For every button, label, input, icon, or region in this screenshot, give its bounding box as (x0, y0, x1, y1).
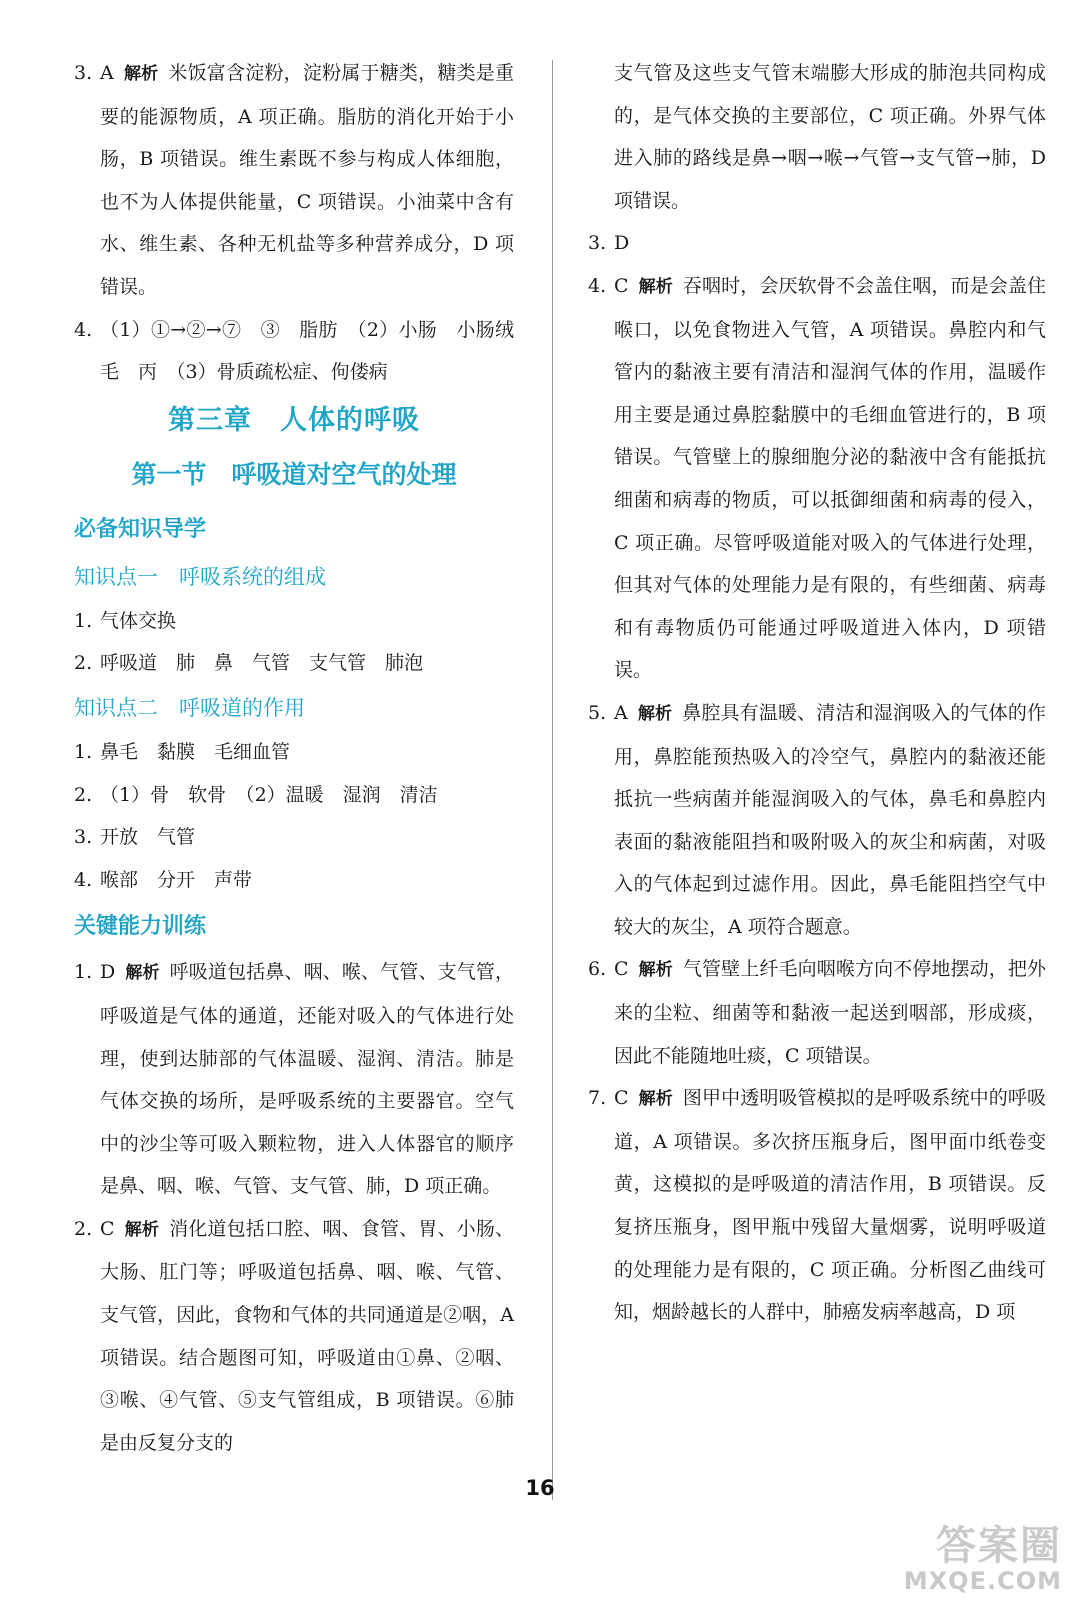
item-answer: C (100, 1217, 115, 1240)
item-number: 4. (588, 274, 607, 297)
item-number: 2. (74, 1217, 93, 1240)
item-number: 3. (74, 826, 93, 849)
item-text: 吞咽时，会厌软骨不会盖住咽，而是会盖住喉口，以免食物进入气管，A 项错误。鼻腔内和气管内的黏液主要有清洁和湿润气体的作用，温暖作用主要是通过鼻腔黏膜中的毛细血管进行的，B 项错误。气管壁上的腺细胞分泌的黏液中含有能抵抗细菌和病毒的物质，可以抵御细菌和病毒的侵入，C 项正确。尽管呼吸道能对吸入的气体进行处理，但其对气体的处理能力是有限的，有些细菌、病毒和有毒物质仍可能通过呼吸道进入体内，D 项错误。 (614, 274, 1046, 682)
item-text: （1）①→②→⑦ ③ 脂肪 （2）小肠 小肠绒毛 丙 （3）骨质疏松症、佝偻病 (100, 318, 514, 384)
analysis-label: 解析 (123, 64, 159, 84)
item-text: （1）骨 软骨 （2）温暖 湿润 清洁 (100, 783, 438, 806)
answer-item (588, 1077, 1046, 1334)
item-number: 1. (74, 609, 93, 632)
item-text: 气管壁上纤毛向咽喉方向不停地摆动，把外来的尘粒、细菌等和黏液一起送到咽部，形成痰，因此不能随地吐痰，C 项错误。 (614, 958, 1046, 1067)
section-title: 第一节 呼吸道对空气的处理 (131, 459, 457, 489)
item-text: 喉部 分开 声带 (100, 868, 253, 891)
column-divider (552, 60, 553, 1500)
watermark-top: 答案圈 (936, 1523, 1062, 1569)
analysis-label: 解析 (637, 703, 673, 724)
list-item (74, 731, 514, 774)
answer-item (74, 309, 514, 394)
knowledge-point-title: 知识点二 呼吸道的作用 (74, 695, 305, 720)
list-item (74, 600, 514, 643)
item-number: 7. (588, 1087, 607, 1110)
item-number: 1. (74, 961, 93, 984)
answer-item (588, 692, 1046, 949)
item-answer: A (614, 701, 628, 724)
block-title-training: 关键能力训练 (74, 913, 207, 940)
left-column (74, 52, 514, 1464)
item-number: 5. (588, 701, 607, 724)
item-number: 2. (74, 652, 93, 675)
analysis-label: 解析 (124, 1219, 160, 1240)
answer-item (74, 951, 514, 1208)
item-text: 呼吸道 肺 鼻 气管 支气管 肺泡 (100, 652, 424, 675)
item-number: 3. (74, 62, 93, 84)
item-text: 呼吸道包括鼻、咽、喉、气管、支气管，呼吸道是气体的通道，还能对吸入的气体进行处理，使到达肺部的气体温暖、湿润、清洁。肺是气体交换的场所，是呼吸系统的主要器官。空气中的沙尘等可吸入颗粒物，进入人体器官的顺序是鼻、咽、喉、气管、支气管、肺，D 项正确。 (100, 961, 514, 1198)
item-answer: D (100, 961, 116, 984)
right-column (588, 52, 1046, 1334)
chapter-title: 第三章 人体的呼吸 (168, 404, 420, 436)
item-text: 气体交换 (100, 609, 177, 632)
item-text: 支气管及这些支气管末端膨大形成的肺泡共同构成的，是气体交换的主要部位，C 项正确。外界气体进入肺的路线是鼻→咽→喉→气管→支气管→肺，D 项错误。 (614, 62, 1046, 212)
item-text: 消化道包括口腔、咽、食管、胃、小肠、大肠、肛门等；呼吸道包括鼻、咽、喉、气管、支气管，因此，食物和气体的共同通道是②咽，A 项错误。结合题图可知，呼吸道由①鼻、②咽、③喉、④气管、⑤支气管组成，B 项错误。⑥肺是由反复分支的 (100, 1217, 514, 1454)
block-title-knowledge: 必备知识导学 (74, 515, 207, 542)
answer-item (588, 265, 1046, 692)
answer-item (588, 222, 1046, 265)
item-text: 开放 气管 (100, 826, 196, 849)
item-text: 鼻腔具有温暖、清洁和湿润吸入的气体的作用，鼻腔能预热吸入的冷空气，鼻腔内的黏液还能抵抗一些病菌并能湿润吸入的气体，鼻毛和鼻腔内表面的黏液能阻挡和吸附吸入的灰尘和病菌，对吸入的气体起到过滤作用。因此，鼻毛能阻挡空气中较大的灰尘，A 项符合题意。 (614, 701, 1046, 938)
list-item (74, 816, 514, 859)
item-number: 3. (588, 232, 607, 255)
item-number: 4. (74, 868, 93, 891)
watermark-bottom: MXQE.COM (903, 1567, 1062, 1595)
item-text: 图甲中透明吸管模拟的是呼吸系统中的呼吸道，A 项错误。多次挤压瓶身后，图甲面巾纸卷变黄，这模拟的是呼吸道的清洁作用，B 项错误。反复挤压瓶身，图甲瓶中残留大量烟雾，说明呼吸道的处理能力是有限的，C 项正确。分析图乙曲线可知，烟龄越长的人群中，肺癌发病率越高，D 项 (614, 1087, 1046, 1324)
item-text: 鼻毛 黏膜 毛细血管 (100, 740, 291, 763)
list-item (74, 642, 514, 685)
answer-item (588, 948, 1046, 1077)
analysis-label: 解析 (638, 276, 673, 297)
analysis-label: 解析 (638, 1089, 673, 1110)
item-number: 4. (74, 318, 93, 341)
item-number: 2. (74, 783, 93, 806)
item-answer: C (614, 274, 629, 297)
analysis-label: 解析 (125, 963, 160, 984)
knowledge-point-title: 知识点一 呼吸系统的组成 (74, 564, 326, 589)
answer-item (74, 52, 514, 309)
item-number: 1. (74, 740, 93, 763)
item-answer: C (614, 958, 629, 981)
page-number: 16 (525, 1476, 555, 1500)
item-answer: D (614, 232, 630, 255)
item-number: 6. (588, 958, 607, 981)
watermark-logo (904, 1524, 1062, 1594)
answer-item (74, 1208, 514, 1465)
continued-text (588, 52, 1046, 222)
item-answer: C (614, 1087, 629, 1110)
list-item (74, 859, 514, 902)
item-text: 米饭富含淀粉，淀粉属于糖类，糖类是重要的能源物质，A 项正确。脂肪的消化开始于小肠，B 项错误。维生素既不参与构成人体细胞，也不为人体提供能量，C 项错误。小油菜中含有水、维生素、各种无机盐等多种营养成分，D 项错误。 (100, 62, 514, 298)
analysis-label: 解析 (638, 960, 673, 981)
item-answer: A (100, 62, 114, 84)
list-item (74, 774, 514, 817)
